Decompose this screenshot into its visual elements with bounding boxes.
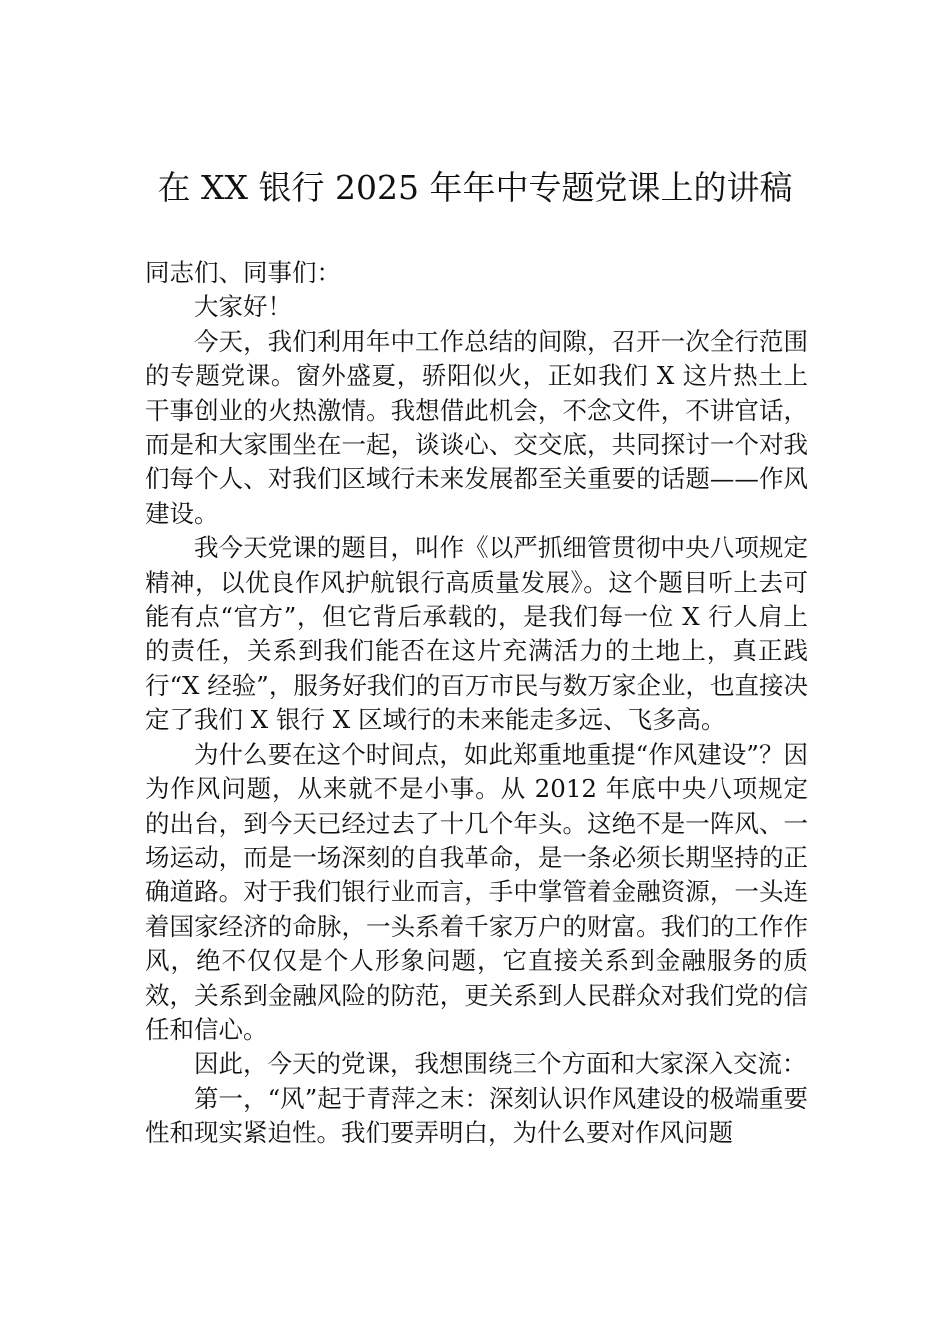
paragraph-5: 因此，今天的党课，我想围绕三个方面和大家深入交流： [194,1049,807,1079]
greeting-line: 同志们、同事们： [145,258,341,287]
paragraph-1: 大家好！ [194,292,292,322]
document-title: 在 XX 银行 2025 年年中专题党课上的讲稿 [157,168,793,207]
document-body [145,256,808,1151]
paragraph-6: 第一，“风”起于青萍之末：深刻认识作风建设的极端重要性和现实紧迫性。我们要弄明白，为什么要对作风问题 [145,1083,808,1148]
paragraph-3: 我今天党课的题目，叫作《以严抓细管贯彻中央八项规定精神，以优良作风护航银行高质量发展》。这个题目听上去可能有点“官方”，但它背后承载的，是我们每一位 X 行人肩上的责任，关系到我们能否在这片充满活力的土地上，真正践行“X 经验”，服务好我们的百万市民与数万家企业，也直接决定了我们 X 银行 X 区域行的未来能走多远、飞多高。 [145,533,808,735]
paragraph-2: 今天，我们利用年中工作总结的间隙，召开一次全行范围的专题党课。窗外盛夏，骄阳似火，正如我们 X 这片热土上干事创业的火热激情。我想借此机会，不念文件，不讲官话，而是和大家围坐在一起，谈谈心、交交底，共同探讨一个对我们每个人、对我们区域行未来发展都至关重要的话题——作风建设。 [145,326,808,528]
paragraph-4: 为什么要在这个时间点，如此郑重地重提“作风建设”？因为作风问题，从来就不是小事。从 2012 年底中央八项规定的出台，到今天已经过去了十几个年头。这绝不是一阵风、一场运动，而是一场深刻的自我革命，是一条必须长期坚持的正确道路。对于我们银行业而言，手中掌管着金融资源，一头连着国家经济的命脉，一头系着千家万户的财富。我们的工作作风，绝不仅仅是个人形象问题，它直接关系到金融服务的质效，关系到金融风险的防范，更关系到人民群众对我们党的信任和信心。 [145,739,808,1044]
